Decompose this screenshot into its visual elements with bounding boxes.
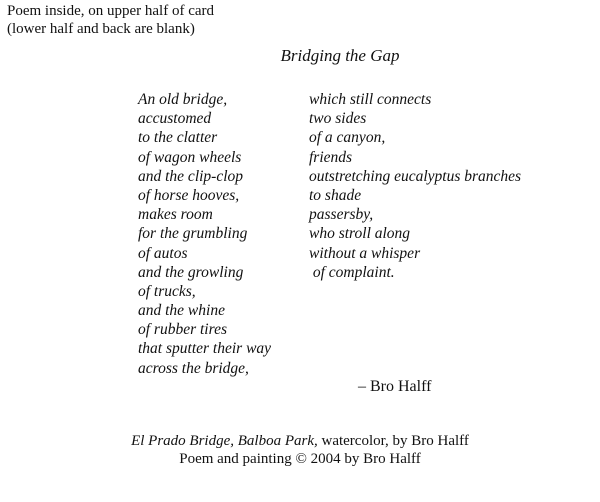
poem-line: for the grumbling <box>138 225 248 243</box>
copyright-line: Poem and painting © 2004 by Bro Halff <box>179 451 421 467</box>
poem-line: without a whisper <box>309 244 421 262</box>
poem-line: and the clip-clop <box>138 167 244 185</box>
poem-line: of trucks, <box>138 282 196 300</box>
poem-left-column <box>138 90 271 378</box>
poem-line: makes room <box>138 206 213 224</box>
painting-medium-artist: watercolor, by Bro Halff <box>317 433 469 449</box>
poem-line: friends <box>309 148 353 166</box>
poem-line: of horse hooves, <box>138 186 240 204</box>
card-note-line-1: Poem inside, on upper half of card <box>7 3 215 19</box>
poem-line: of autos <box>138 244 188 262</box>
poem-line: passersby, <box>309 206 374 224</box>
poem-line: to shade <box>309 186 362 204</box>
poem-line: of complaint. <box>309 263 395 281</box>
poem-line: who stroll along <box>309 225 411 243</box>
poem-title: Bridging the Gap <box>280 46 400 65</box>
poem-line: that sputter their way <box>138 340 272 358</box>
poem-line: which still connects <box>309 91 432 108</box>
poem-line: of rubber tires <box>138 321 227 339</box>
poem-line: An old bridge, <box>138 91 228 108</box>
poem-line: outstretching eucalyptus branches <box>309 167 522 185</box>
poem-right-column <box>309 90 521 282</box>
painting-credit-line <box>0 432 600 450</box>
poem-line: and the whine <box>138 302 225 320</box>
poem-line: accustomed <box>138 110 212 128</box>
poem-line: to the clatter <box>138 129 218 147</box>
painting-title: El Prado Bridge, Balboa Park, <box>131 433 318 449</box>
poem-line: and the growling <box>138 263 244 281</box>
poem-line: of a canyon, <box>309 129 386 147</box>
card-note-line-2: (lower half and back are blank) <box>7 21 195 37</box>
poem-line: of wagon wheels <box>138 148 242 166</box>
poem-line: across the bridge, <box>138 359 249 377</box>
card-note <box>7 2 214 38</box>
poem-signature: – Bro Halff <box>358 378 432 395</box>
painting-caption <box>0 432 600 468</box>
poem-line: two sides <box>309 110 367 128</box>
